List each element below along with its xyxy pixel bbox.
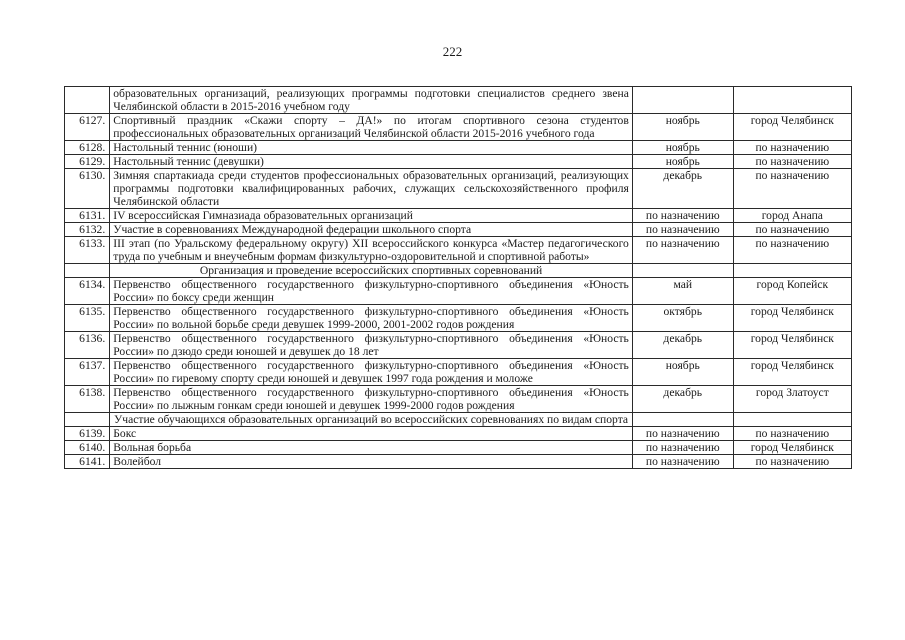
table-row — [65, 305, 852, 332]
row-number: 6134. — [65, 278, 110, 305]
event-name: Участие в соревнованиях Международной федерации школьного спорта — [110, 223, 633, 237]
section-date-cell — [632, 413, 733, 427]
event-name: Настольный теннис (девушки) — [110, 155, 633, 169]
event-name: III этап (по Уральскому федеральному округу) XII всероссийского конкурса «Мастер педагогического труда по учебным и внеучебным формам физкультурно-оздоровительной и спортивной работы» — [110, 237, 633, 264]
event-place: по назначению — [733, 155, 851, 169]
event-name: Первенство общественного государственного физкультурно-спортивного объединения «Юность России» по лыжным гонкам среди юношей и девушек 1999-2000 годов рождения — [110, 386, 633, 413]
table-row — [65, 209, 852, 223]
row-number: 6141. — [65, 455, 110, 469]
event-place: по назначению — [733, 169, 851, 209]
event-date: ноябрь — [632, 359, 733, 386]
event-name: Бокс — [110, 427, 633, 441]
event-date: ноябрь — [632, 155, 733, 169]
table-row — [65, 114, 852, 141]
event-date: май — [632, 278, 733, 305]
row-number: 6131. — [65, 209, 110, 223]
event-place: город Копейск — [733, 278, 851, 305]
table-row — [65, 359, 852, 386]
event-date: декабрь — [632, 169, 733, 209]
page-number: 222 — [442, 44, 463, 59]
table-row — [65, 155, 852, 169]
event-date: октябрь — [632, 305, 733, 332]
event-name: Вольная борьба — [110, 441, 633, 455]
table-row — [65, 278, 852, 305]
section-header-row — [65, 264, 852, 278]
event-place: по назначению — [733, 455, 851, 469]
row-number: 6133. — [65, 237, 110, 264]
event-date: по назначению — [632, 441, 733, 455]
event-name: Первенство общественного государственного физкультурно-спортивного объединения «Юность России» по вольной борьбе среди девушек 1999-2000, 2001-2002 годов рождения — [110, 305, 633, 332]
event-name: Первенство общественного государственного физкультурно-спортивного объединения «Юность России» по дзюдо среди юношей и девушек до 18 лет — [110, 332, 633, 359]
event-place: город Челябинск — [733, 441, 851, 455]
table-row — [65, 386, 852, 413]
section-place-cell — [733, 413, 851, 427]
table-row — [65, 141, 852, 155]
row-number: 6129. — [65, 155, 110, 169]
event-name: Волейбол — [110, 455, 633, 469]
event-place: город Челябинск — [733, 332, 851, 359]
event-name: Зимняя спартакиада среди студентов профессиональных образовательных организаций, реализующих программы подготовки квалифицированных рабочих, служащих сельскохозяйственного профиля Челябинской области — [110, 169, 633, 209]
event-date: по назначению — [632, 223, 733, 237]
event-place: город Златоуст — [733, 386, 851, 413]
event-place: по назначению — [733, 223, 851, 237]
event-place: город Челябинск — [733, 114, 851, 141]
event-date: по назначению — [632, 209, 733, 223]
event-name: IV всероссийская Гимназиада образовательных организаций — [110, 209, 633, 223]
event-name: Первенство общественного государственного физкультурно-спортивного объединения «Юность России» по боксу среди женщин — [110, 278, 633, 305]
section-title: Организация и проведение всероссийских спортивных соревнований — [110, 264, 633, 278]
table-row — [65, 223, 852, 237]
event-place: город Анапа — [733, 209, 851, 223]
section-header-row — [65, 413, 852, 427]
event-date: ноябрь — [632, 114, 733, 141]
event-date: по назначению — [632, 237, 733, 264]
table-row — [65, 332, 852, 359]
event-date — [632, 87, 733, 114]
table-row — [65, 455, 852, 469]
event-date: декабрь — [632, 386, 733, 413]
row-number — [65, 87, 110, 114]
event-place: по назначению — [733, 427, 851, 441]
section-date-cell — [632, 264, 733, 278]
row-number: 6140. — [65, 441, 110, 455]
event-place: по назначению — [733, 237, 851, 264]
table-row — [65, 169, 852, 209]
event-date: по назначению — [632, 427, 733, 441]
section-number-cell — [65, 413, 110, 427]
event-name: Настольный теннис (юноши) — [110, 141, 633, 155]
event-place: по назначению — [733, 141, 851, 155]
table-row — [65, 87, 852, 114]
row-number: 6130. — [65, 169, 110, 209]
section-number-cell — [65, 264, 110, 278]
events-table — [64, 86, 852, 469]
event-name: Спортивный праздник «Скажи спорту – ДА!» по итогам спортивного сезона студентов профессиональных образовательных организаций Челябинской области 2015-2016 учебного года — [110, 114, 633, 141]
event-name: образовательных организаций, реализующих программы подготовки специалистов среднего звена Челябинской области в 2015-2016 учебном году — [110, 87, 633, 114]
row-number: 6139. — [65, 427, 110, 441]
events-table-body — [65, 87, 852, 469]
event-place: город Челябинск — [733, 305, 851, 332]
row-number: 6138. — [65, 386, 110, 413]
table-row — [65, 441, 852, 455]
event-place — [733, 87, 851, 114]
event-name: Первенство общественного государственного физкультурно-спортивного объединения «Юность России» по гиревому спорту среди юношей и девушек 1997 года рождения и моложе — [110, 359, 633, 386]
section-title: Участие обучающихся образовательных организаций во всероссийских соревнованиях по видам спорта — [110, 413, 633, 427]
row-number: 6137. — [65, 359, 110, 386]
table-row — [65, 427, 852, 441]
row-number: 6127. — [65, 114, 110, 141]
row-number: 6132. — [65, 223, 110, 237]
event-date: декабрь — [632, 332, 733, 359]
event-date: по назначению — [632, 455, 733, 469]
event-date: ноябрь — [632, 141, 733, 155]
row-number: 6128. — [65, 141, 110, 155]
table-row — [65, 237, 852, 264]
event-place: город Челябинск — [733, 359, 851, 386]
row-number: 6135. — [65, 305, 110, 332]
section-place-cell — [733, 264, 851, 278]
row-number: 6136. — [65, 332, 110, 359]
